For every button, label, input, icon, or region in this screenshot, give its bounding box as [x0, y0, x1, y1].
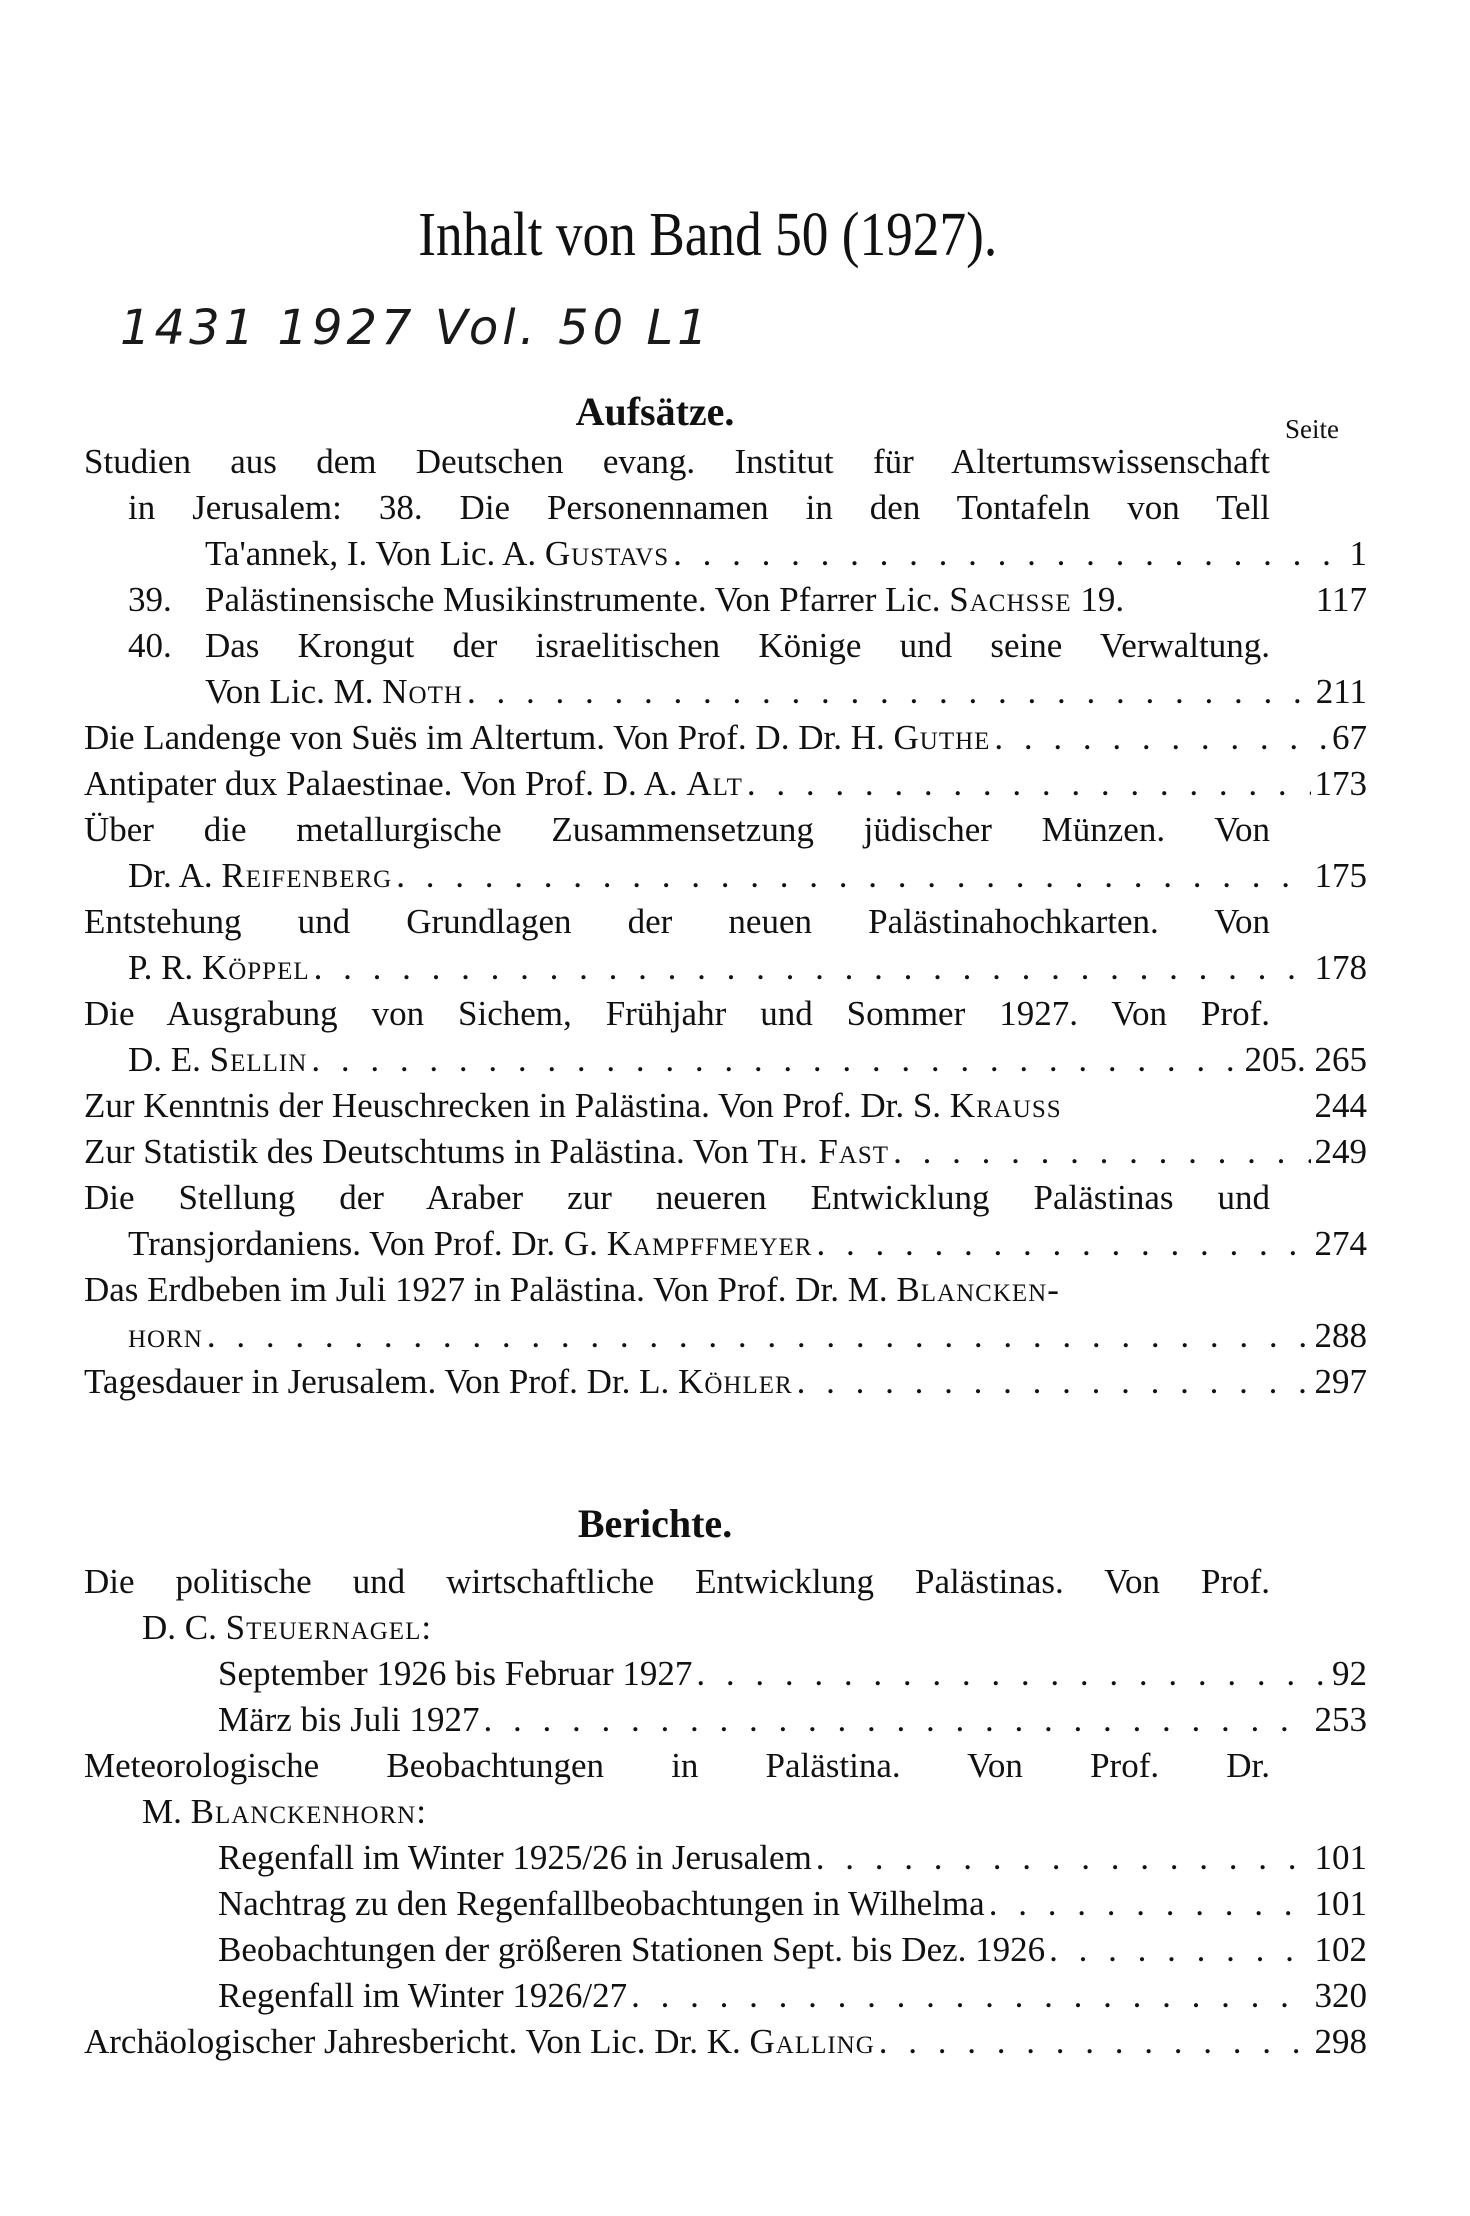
- toc-entry: Palästinensische Musikinstrumente. Von Pfarrer Lic. Sachsse 19. 117: [205, 578, 1367, 622]
- page-number: 117: [1315, 580, 1367, 619]
- toc-entry: Von Lic. M. Noth . . . 211: [205, 670, 1367, 714]
- entry-number: 40.: [128, 626, 172, 665]
- leader-dots: [631, 1974, 1310, 2018]
- section-heading-berichte: Berichte.: [577, 1501, 733, 1546]
- toc-entry: Die Landenge von Suës im Altertum. Von Prof. D. Dr. H. Guthe . . . 67: [84, 716, 1367, 760]
- toc-line: M. Blanckenhorn:: [142, 1792, 427, 1831]
- leader-dots: [314, 946, 1311, 990]
- toc-entry: Zur Statistik des Deutschtums in Palästina. Von Th. Fast . . . 249: [84, 1130, 1367, 1174]
- toc-line: Über die metallurgische Zusammensetzung jüdischer Münzen. Von: [84, 810, 1270, 849]
- page-number: 101: [1314, 1838, 1367, 1877]
- toc-entry: Archäologischer Jahresbericht. Von Lic. Dr. K. Galling . . . 298: [84, 2020, 1367, 2064]
- toc-entry: D. E. Sellin . . . 205. 265: [128, 1038, 1367, 1082]
- page-number: 253: [1314, 1700, 1367, 1739]
- toc-line: Die Ausgrabung von Sichem, Frühjahr und Sommer 1927. Von Prof.: [84, 994, 1270, 1033]
- toc-entry: März bis Juli 1927 . . . 253: [218, 1698, 1367, 1742]
- page-number: 297: [1314, 1362, 1367, 1401]
- toc-line: Meteorologische Beobachtungen in Palästina. Von Prof. Dr.: [84, 1746, 1270, 1785]
- leader-dots: [989, 1882, 1311, 1926]
- toc-line: Entstehung und Grundlagen der neuen Palästinahochkarten. Von: [84, 902, 1270, 941]
- toc-line: in Jerusalem: 38. Die Personennamen in den Tontafeln von Tell: [128, 488, 1270, 527]
- leader-dots: [816, 1836, 1311, 1880]
- toc-line: Das Krongut der israelitischen Könige und seine Verwaltung.: [205, 626, 1270, 665]
- leader-dots: [467, 670, 1312, 714]
- toc-line: D. C. Steuernagel:: [142, 1608, 433, 1647]
- toc-entry: Regenfall im Winter 1925/26 in Jerusalem . . . 101: [218, 1836, 1367, 1880]
- leader-dots: [207, 1314, 1311, 1358]
- page-title: Inhalt von Band 50 (1927).: [418, 201, 998, 269]
- page-number: 298: [1314, 2022, 1367, 2061]
- page-number: 274: [1314, 1224, 1367, 1263]
- page-number: 249: [1314, 1132, 1367, 1171]
- page-number: 288: [1314, 1316, 1367, 1355]
- page-number: 102: [1314, 1930, 1367, 1969]
- toc-line: Studien aus dem Deutschen evang. Institut für Altertumswissenschaft: [84, 442, 1270, 481]
- toc-entry: September 1926 bis Februar 1927 . . . 92: [218, 1652, 1367, 1696]
- page-number: 67: [1332, 718, 1367, 757]
- toc-line: Die Stellung der Araber zur neueren Entwicklung Palästinas und: [84, 1178, 1270, 1217]
- leader-dots: [673, 532, 1345, 576]
- toc-entry: horn . . . 288: [128, 1314, 1367, 1358]
- toc-entry: Antipater dux Palaestinae. Von Prof. D. A. Alt . . . 173: [84, 762, 1367, 806]
- leader-dots: [1049, 1928, 1310, 1972]
- toc-entry: Beobachtungen der größeren Stationen Sept. bis Dez. 1926 . . . 102: [218, 1928, 1367, 1972]
- toc-entry: Ta'annek, I. Von Lic. A. Gustavs . . . 1: [205, 532, 1367, 576]
- page-number: 92: [1332, 1654, 1367, 1693]
- seite-label: Seite: [1285, 414, 1339, 444]
- toc-entry: Transjordaniens. Von Prof. Dr. G. Kampffmeyer . . . 274: [128, 1222, 1367, 1266]
- section-heading-aufsaetze: Aufsätze.: [575, 389, 735, 434]
- page-number: 1: [1349, 534, 1367, 573]
- toc-line: Die politische und wirtschaftliche Entwicklung Palästinas. Von Prof.: [84, 1562, 1270, 1601]
- page-number: 101: [1314, 1884, 1367, 1923]
- page-number: 178: [1314, 948, 1367, 987]
- page-number: 175: [1314, 856, 1367, 895]
- toc-entry: Tagesdauer in Jerusalem. Von Prof. Dr. L. Köhler . . . 297: [84, 1360, 1367, 1404]
- toc-entry: Dr. A. Reifenberg . . . 175: [128, 854, 1367, 898]
- leader-dots: [396, 854, 1310, 898]
- handwritten-annotation: 1431 1927 Vol. 50 L1: [120, 300, 712, 356]
- toc-entry: Zur Kenntnis der Heuschrecken in Palästina. Von Prof. Dr. S. Krauss 244: [84, 1084, 1367, 1128]
- page-number: 173: [1314, 764, 1367, 803]
- page-number: 211: [1315, 672, 1367, 711]
- leader-dots: [696, 1652, 1328, 1696]
- toc-entry: Regenfall im Winter 1926/27 . . . 320: [218, 1974, 1367, 2018]
- leader-dots: [893, 1130, 1310, 1174]
- leader-dots: [994, 716, 1328, 760]
- entry-number: 39.: [128, 580, 172, 619]
- leader-dots: [484, 1698, 1311, 1742]
- leader-dots: [797, 1360, 1311, 1404]
- page-number: 205. 265: [1244, 1040, 1367, 1079]
- toc-entry: Nachtrag zu den Regenfallbeobachtungen in Wilhelma . . . 101: [218, 1882, 1367, 1926]
- toc-line: Das Erdbeben im Juli 1927 in Palästina. Von Prof. Dr. M. Blancken-: [84, 1270, 1060, 1309]
- leader-dots: [816, 1222, 1310, 1266]
- leader-dots: [879, 2020, 1311, 2064]
- leader-dots: [311, 1038, 1240, 1082]
- page-number: 244: [1314, 1086, 1367, 1125]
- leader-dots: [747, 762, 1311, 806]
- toc-entry: P. R. Köppel . . . 178: [128, 946, 1367, 990]
- page-number: 320: [1314, 1976, 1367, 2015]
